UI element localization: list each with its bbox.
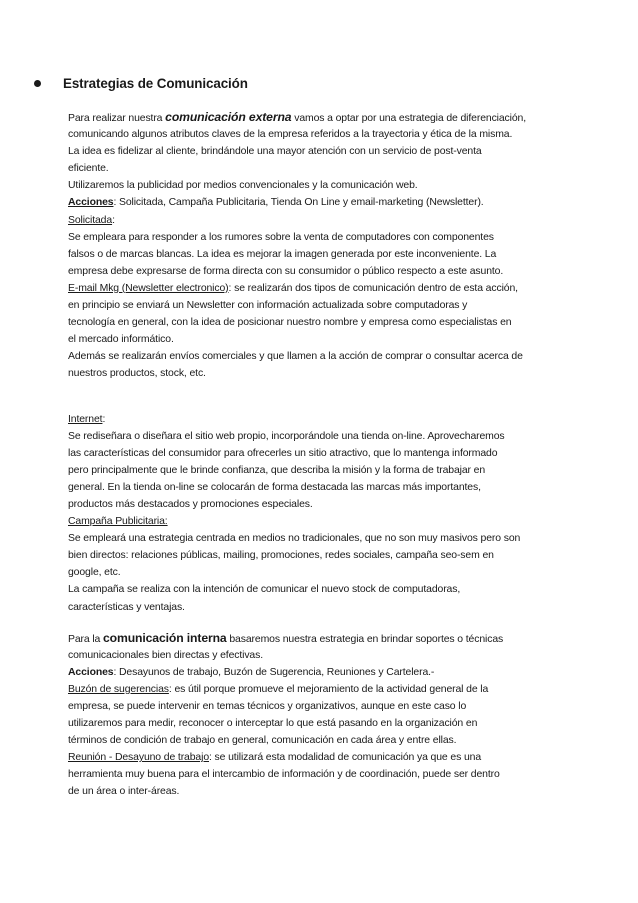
text-line: las características del consumidor para ofrecerles un sitio atractivo, que lo mantenga informado	[68, 447, 498, 459]
text-run: : se realizarán dos tipos de comunicación dentro de esta acción,	[228, 282, 518, 294]
internet-label: Internet	[68, 413, 103, 425]
reunion-desayuno-label: Reunión - Desayuno de trabajo	[68, 752, 209, 764]
text-line	[68, 681, 568, 698]
text-line	[68, 212, 568, 229]
text-line	[68, 411, 568, 428]
emphasis-internal-communication: comunicación interna	[103, 630, 227, 645]
text-line: general. En la tienda on-line se colocarán de forma destacada las marcas más importantes,	[68, 481, 481, 493]
text-line: google, etc.	[68, 567, 121, 579]
text-line: tecnología en general, con la idea de posicionar nuestro nombre y empresa como especialistas en	[68, 317, 512, 329]
text-line: Se rediseñara o diseñara el sitio web propio, incorporándole una tienda on-line. Aprovecharemos	[68, 430, 505, 442]
text-line: comunicacionales bien directas y efectivas.	[68, 649, 263, 661]
text-line	[68, 280, 568, 297]
section-heading: Estrategias de Comunicación	[63, 76, 248, 91]
text-line	[68, 513, 568, 530]
text-line	[68, 664, 568, 681]
text-run: :	[112, 214, 115, 226]
text-line: pero principalmente que le brinde confianza, que describa la misión y la forma de trabajar en	[68, 464, 486, 476]
text-line: falsos o de marcas blancas. La idea es mejorar la imagen generada por este inconveniente. La	[68, 248, 497, 260]
text-run: Para realizar nuestra	[68, 113, 166, 124]
text-run: : se utilizará esta modalidad de comunicación ya que es una	[209, 752, 482, 764]
text-line: en principio se enviará un Newsletter con información actualizada sobre computadoras y	[68, 300, 468, 312]
acciones-label: Acciones	[68, 197, 114, 209]
text-line: Utilizaremos la publicidad por medios convencionales y la comunicación web.	[68, 180, 418, 192]
text-line: Además se realizarán envíos comerciales y que llamen a la acción de comprar o consultar acerca de	[68, 351, 523, 363]
text-line	[68, 109, 568, 126]
bullet-icon	[34, 80, 41, 87]
text-line: características y ventajas.	[68, 601, 185, 613]
text-line: empresa, se puede intervenir en temas técnicos y organizativos, aunque en este caso lo	[68, 701, 467, 712]
text-line	[68, 749, 568, 766]
text-line: comunicando algunos atributos claves de la empresa referidos a la trayectoria y ética de la misma.	[68, 129, 513, 141]
text-line: empresa debe expresarse de forma directa con su consumidor o público respecto a este asunto.	[68, 265, 504, 277]
text-line: Se empleara para responder a los rumores sobre la venta de computadores con componentes	[68, 231, 494, 243]
acciones-label: Acciones	[68, 666, 114, 678]
text-run: : Desayunos de trabajo, Buzón de Sugerencia, Reuniones y Cartelera.-	[113, 666, 435, 678]
paragraph-spacer	[68, 616, 568, 630]
text-line: bien directos: relaciones públicas, mailing, promociones, redes sociales, campaña seo-sem en	[68, 550, 494, 562]
text-line: Se empleará una estrategia centrada en medios no tradicionales, que no son muy masivos pero son	[68, 533, 521, 545]
campana-publicitaria-label: Campaña Publicitaria:	[68, 516, 168, 528]
text-run: Para la	[68, 633, 104, 645]
document-body	[68, 109, 568, 801]
text-line: nuestros productos, stock, etc.	[68, 368, 206, 380]
text-line: herramienta muy buena para el intercambio de información y de coordinación, puede ser dentro	[68, 769, 500, 781]
text-line: La idea es fidelizar al cliente, brindándole una mayor atención con un servicio de post-venta	[68, 146, 482, 158]
email-mkg-label: E-mail Mkg (Newsletter electronico)	[68, 282, 229, 294]
text-line	[68, 194, 568, 211]
text-line: términos de condición de trabajo en general, comunicación en cada área y entre ellas.	[68, 735, 457, 747]
buzon-sugerencias-label: Buzón de sugerencias	[68, 683, 169, 695]
text-line: La campaña se realiza con la intención de comunicar el nuevo stock de computadoras,	[68, 584, 461, 596]
text-run: basaremos nuestra estrategia en brindar soportes o técnicas	[226, 633, 504, 645]
text-line: utilizaremos para medir, reconocer o interceptar lo que está pasando en la organización en	[68, 718, 478, 730]
solicitada-label: Solicitada	[68, 214, 113, 226]
text-line: productos más destacados y promociones especiales.	[68, 498, 313, 510]
text-run: : es útil porque promueve el mejoramiento de la actividad general de la	[168, 683, 489, 695]
text-line	[68, 630, 568, 647]
emphasis-external-communication: comunicación externa	[165, 110, 292, 124]
text-line: el mercado informático.	[68, 334, 174, 346]
text-run: vamos a optar por una estrategia de diferenciación,	[291, 113, 526, 124]
text-line: eficiente.	[68, 163, 109, 175]
section-heading-row	[34, 76, 248, 91]
text-run: : Solicitada, Campaña Publicitaria, Tienda On Line y email-marketing (Newsletter).	[113, 197, 484, 209]
text-line: de un área o inter-áreas.	[68, 786, 180, 798]
paragraph-spacer	[68, 383, 568, 411]
text-run: :	[102, 413, 106, 425]
